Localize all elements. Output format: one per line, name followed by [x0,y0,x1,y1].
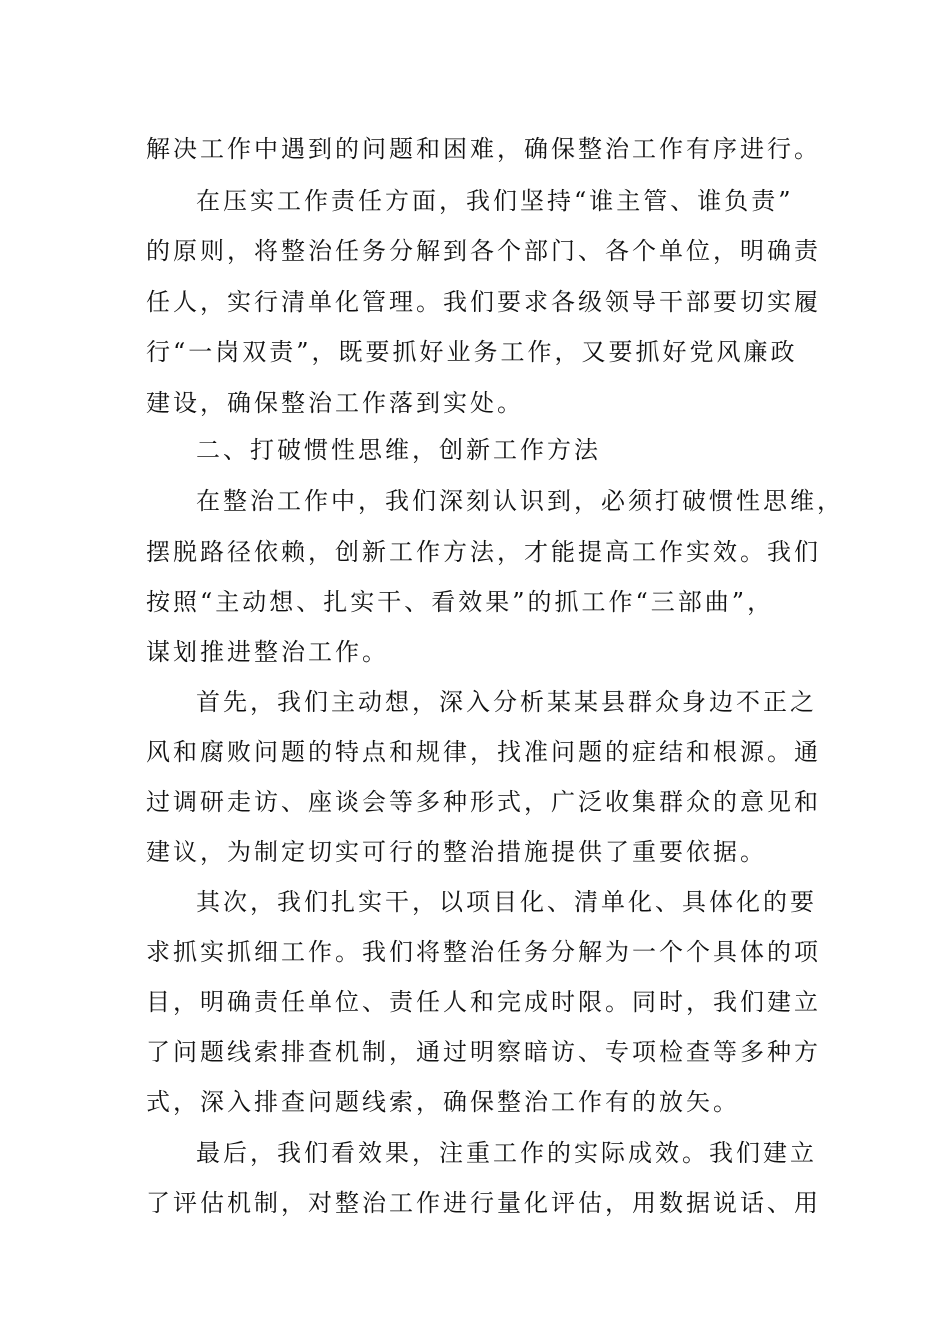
text-line: 谋划推进整治工作。 [146,638,389,666]
text-line: 其次，我们扎实干，以项目化、清单化、具体化的要 [196,888,817,916]
text-line: 的原则，将整治任务分解到各个部门、各个单位，明确责 [146,237,821,265]
text-line: 在整治工作中，我们深刻认识到，必须打破惯性思维， [196,487,844,515]
text-line: 按照“主动想、扎实干、看效果”的抓工作“三部曲”， [146,588,775,616]
text-line: 在压实工作责任方面，我们坚持“谁主管、谁负责” [196,187,794,215]
text-line: 目，明确责任单位、责任人和完成时限。同时，我们建立 [146,988,821,1016]
text-line: 建议，为制定切实可行的整治措施提供了重要依据。 [146,838,767,866]
text-line: 建设，确保整治工作落到实处。 [146,389,524,417]
text-line: 过调研走访、座谈会等多种形式，广泛收集群众的意见和 [146,788,821,816]
text-line: 了问题线索排查机制，通过明察暗访、专项检查等多种方 [146,1038,821,1066]
text-line: 风和腐败问题的特点和规律，找准问题的症结和根源。通 [146,738,821,766]
text-line: 解决工作中遇到的问题和困难，确保整治工作有序进行。 [146,135,821,163]
text-line: 了评估机制，对整治工作进行量化评估，用数据说话、用 [146,1189,821,1217]
text-line: 行“一岗双责”，既要抓好业务工作，又要抓好党风廉政 [146,338,798,366]
text-line: 式，深入排查问题线索，确保整治工作有的放矢。 [146,1088,740,1116]
text-line: 首先，我们主动想，深入分析某某县群众身边不正之 [196,688,817,716]
section-heading: 二、打破惯性思维，创新工作方法 [196,436,601,464]
text-line: 最后，我们看效果，注重工作的实际成效。我们建立 [196,1139,817,1167]
text-line: 任人，实行清单化管理。我们要求各级领导干部要切实履 [146,288,821,316]
text-line: 摆脱路径依赖，创新工作方法，才能提高工作实效。我们 [146,538,821,566]
text-line: 求抓实抓细工作。我们将整治任务分解为一个个具体的项 [146,938,821,966]
